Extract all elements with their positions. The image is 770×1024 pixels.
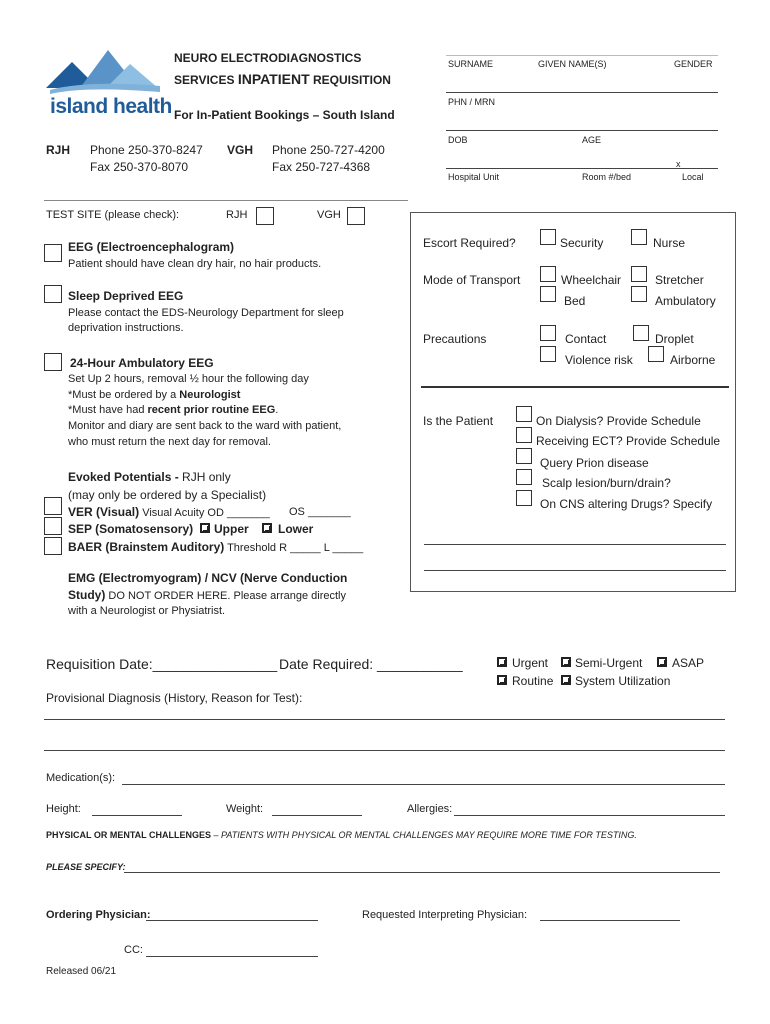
scalp-label: Scalp lesion/burn/drain? [542,476,671,490]
priority-asap-checkbox[interactable] [657,657,667,667]
eeg-title: EEG (Electroencephalogram) [68,240,235,254]
logistics-panel [410,212,736,592]
age-label: AGE [582,135,602,145]
ver-os: OS _______ [289,506,351,518]
room-label: Room #/bed [582,172,632,182]
escort-security-label: Security [560,236,604,250]
island-health-logo [46,46,172,126]
ambulatory-line5: who must return the next day for removal. [68,436,271,448]
diagnosis-label: Provisional Diagnosis (History, Reason for Test): [46,691,303,705]
is-patient-label: Is the Patient [423,414,494,428]
priority-routine-checkbox[interactable] [497,675,507,685]
test-site-vgh-label: VGH [317,209,341,221]
form-subtitle: For In-Patient Bookings – South Island [174,108,395,122]
precaution-airborne-checkbox[interactable] [648,346,664,362]
cc-line[interactable] [146,956,318,957]
cns-label: On CNS altering Drugs? Specify [540,497,713,511]
sleep-eeg-title: Sleep Deprived EEG [68,289,184,303]
sep-title: SEP (Somatosensory) [68,522,194,536]
surname-label: SURNAME [448,59,494,69]
cc-label: CC: [124,944,143,956]
scalp-checkbox[interactable] [516,469,532,485]
ambulatory-line3: *Must have had recent prior routine EEG. [68,404,279,416]
emg-row2: Study) DO NOT ORDER HERE. Please arrange directly [68,588,346,602]
medication-line[interactable] [122,784,725,785]
vgh-phone: Phone 250-727-4200 [272,143,385,157]
specify-line[interactable] [124,872,720,873]
transport-stretcher-checkbox[interactable] [631,266,647,282]
height-label: Height: [46,803,81,815]
dob-line[interactable] [446,168,718,169]
test-site-label: TEST SITE (please check): [46,209,180,221]
sleep-eeg-note1: Please contact the EDS-Neurology Department for sleep [68,307,344,319]
precaution-violence-checkbox[interactable] [540,346,556,362]
sleep-eeg-note2: deprivation instructions. [68,322,184,334]
surname-line[interactable] [446,92,718,93]
specify-label: PLEASE SPECIFY: [46,862,126,872]
priority-urgent-checkbox[interactable] [497,657,507,667]
given-names-label: GIVEN NAME(S) [538,59,607,69]
vgh-label: VGH [227,143,254,157]
escort-nurse-checkbox[interactable] [631,229,647,245]
panel-note-line1[interactable] [424,544,726,545]
emg-note2: with a Neurologist or Physiatrist. [68,605,226,617]
rjh-phone: Phone 250-370-8247 [90,143,203,157]
precaution-airborne-label: Airborne [670,353,716,367]
ambulatory-line2: *Must be ordered by a Neurologist [68,389,241,401]
panel-note-line2[interactable] [424,570,726,571]
gender-label: GENDER [674,59,713,69]
precaution-violence-label: Violence risk [565,353,633,367]
sep-lower-label: Lower [278,522,314,536]
transport-wheelchair-label: Wheelchair [561,273,622,287]
test-site-rjh-label: RJH [226,209,248,221]
header-divider [44,200,408,201]
transport-bed-label: Bed [564,294,586,308]
cns-checkbox[interactable] [516,490,532,506]
escort-nurse-label: Nurse [653,236,686,250]
x-mark: x [676,159,681,169]
escort-label: Escort Required? [423,236,516,250]
ordering-physician-label: Ordering Physician: [46,909,151,921]
transport-label: Mode of Transport [423,273,521,287]
rjh-label: RJH [46,143,71,157]
phn-label: PHN / MRN [448,97,495,107]
ver-row: VER (Visual) Visual Acuity OD _______ [68,505,270,519]
prion-checkbox[interactable] [516,448,532,464]
dob-label: DOB [448,135,468,145]
diagnosis-line1[interactable] [44,719,725,720]
weight-line[interactable] [272,815,362,816]
challenges-note: PHYSICAL OR MENTAL CHALLENGES – PATIENTS WITH PHYSICAL OR MENTAL CHALLENGES MAY REQUIRE MORE TIME FOR TESTING. [46,830,637,840]
form-title-line2: SERVICES INPATIENT REQUISITION [174,71,391,87]
released-label: Released 06/21 [46,966,117,977]
rjh-fax: Fax 250-370-8070 [90,160,189,174]
logo-text: island health [50,95,172,118]
test-site-rjh-checkbox[interactable] [256,207,274,225]
priority-semi-urgent-checkbox[interactable] [561,657,571,667]
allergies-label: Allergies: [407,803,453,815]
priority-asap-label: ASAP [672,656,705,670]
patient-top-rule [446,55,718,56]
vgh-fax: Fax 250-727-4368 [272,160,371,174]
transport-stretcher-label: Stretcher [655,273,704,287]
dialysis-label: On Dialysis? Provide Schedule [536,414,701,428]
escort-security-checkbox[interactable] [540,229,556,245]
local-label: Local [682,172,704,182]
requisition-date-label[interactable]: Requisition Date:________________ [46,656,278,672]
date-required-label[interactable]: Date Required: ___________ [279,656,463,672]
priority-semi-urgent-label: Semi-Urgent [575,656,643,670]
diagnosis-line2[interactable] [44,750,725,751]
evoked-title: Evoked Potentials - RJH only [68,470,231,484]
ect-label: Receiving ECT? Provide Schedule [536,434,721,448]
ambulatory-eeg-title: 24-Hour Ambulatory EEG [70,356,214,370]
hospital-unit-label: Hospital Unit [448,172,500,182]
allergies-line[interactable] [454,815,725,816]
emg-title: EMG (Electromyogram) / NCV (Nerve Conduction [68,571,348,585]
test-site-vgh-checkbox[interactable] [347,207,365,225]
interpreting-physician-label: Requested Interpreting Physician: [362,909,528,921]
eeg-checkbox[interactable] [44,244,62,262]
ambulatory-line1: Set Up 2 hours, removal ½ hour the following day [68,373,309,385]
transport-wheelchair-checkbox[interactable] [540,266,556,282]
precaution-contact-label: Contact [565,332,607,346]
medication-label: Medication(s): [46,772,116,784]
ambulatory-line4: Monitor and diary are sent back to the ward with patient, [68,420,342,432]
phn-line[interactable] [446,130,718,131]
sleep-eeg-checkbox[interactable] [44,285,62,303]
priority-urgent-label: Urgent [512,656,549,670]
precaution-droplet-label: Droplet [655,332,694,346]
sep-upper-label: Upper [214,522,249,536]
height-line[interactable] [92,815,182,816]
transport-ambulatory-label: Ambulatory [655,294,716,308]
sep-upper-checkbox[interactable] [200,523,210,533]
transport-ambulatory-checkbox[interactable] [631,286,647,302]
evoked-note: (may only be ordered by a Specialist) [68,488,267,502]
priority-system-label: System Utilization [575,674,671,688]
ect-checkbox[interactable] [516,427,532,443]
ver-checkbox[interactable] [44,497,62,515]
eeg-note: Patient should have clean dry hair, no hair products. [68,258,322,270]
priority-system-checkbox[interactable] [561,675,571,685]
baer-checkbox[interactable] [44,537,62,555]
panel-divider [421,386,729,388]
precaution-contact-checkbox[interactable] [540,325,556,341]
mountain-logo-icon [46,46,164,96]
precaution-droplet-checkbox[interactable] [633,325,649,341]
interpreting-physician-line[interactable] [540,920,680,921]
ambulatory-eeg-checkbox[interactable] [44,353,62,371]
sep-checkbox[interactable] [44,517,62,535]
sep-lower-checkbox[interactable] [262,523,272,533]
prion-label: Query Prion disease [540,456,649,470]
transport-bed-checkbox[interactable] [540,286,556,302]
ordering-physician-line[interactable] [146,920,318,921]
weight-label: Weight: [226,803,264,815]
baer-row: BAER (Brainstem Auditory) Threshold R _____ L _____ [68,540,364,554]
form-title-line1: NEURO ELECTRODIAGNOSTICS [174,51,362,65]
precautions-label: Precautions [423,332,487,346]
dialysis-checkbox[interactable] [516,406,532,422]
priority-routine-label: Routine [512,674,554,688]
